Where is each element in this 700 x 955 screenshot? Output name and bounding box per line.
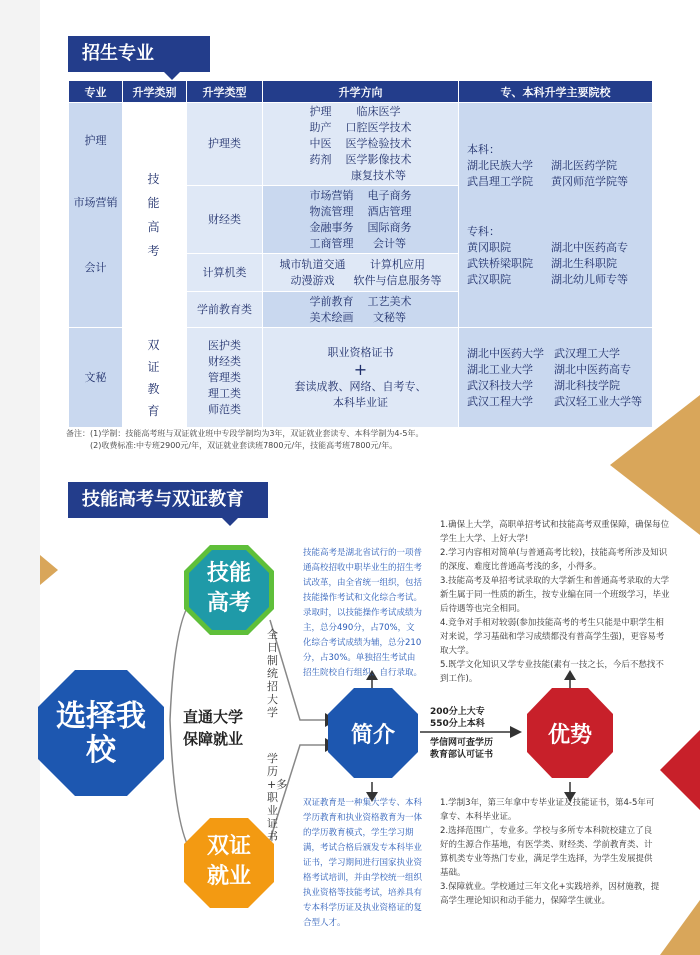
direction-item: 文秘等	[373, 310, 406, 324]
direction-item: 软件与信息服务等	[353, 273, 442, 287]
advantage-item: 4.竞争对手相对较弱(参加技能高考的考生只能是中职学生相对来说，学习基础和学习成绩都没有普高学生强)，更容易考取大学。	[440, 618, 665, 656]
advantage-item: 3.保障就业。学校通过三年文化+实践培养，因材施教，提高学生理论知识和动手能力，保障学生就业。	[440, 882, 660, 906]
direction-item: 医学检验技术	[345, 137, 412, 150]
school-item: 湖北中医药高专	[554, 362, 631, 376]
dual-cert-octagon	[184, 818, 274, 908]
school-item: 武汉科技大学	[467, 378, 533, 392]
arrow-text: 学信网可查学历	[430, 738, 494, 748]
advantage-item: 3.技能高考及单招考试录取的大学新生和普通高考录取的大学新生属于同一性质的新生，按专业编在同一个班级学习，毕业后待遇等也完全相同。	[440, 576, 670, 614]
direction-item: 中医	[309, 137, 332, 150]
dual-text: 双证	[206, 834, 251, 859]
direction-item: 医学影像技术	[345, 153, 412, 166]
arrow-text: 教育部认可证书	[430, 750, 494, 760]
direction-item: 美术绘画	[309, 310, 354, 324]
type-nursing: 护理类	[187, 103, 263, 186]
school-item: 湖北中医药高专	[551, 241, 628, 254]
direction-item: 市场营销	[309, 188, 354, 202]
arrow-text: 550分上本科	[430, 719, 485, 729]
direction-item: 动漫游戏	[290, 273, 335, 287]
direct-line: 直通大学	[183, 708, 244, 726]
direction-item: 物流管理	[309, 204, 354, 218]
dual-type-item: 医护类	[208, 338, 241, 352]
choose-school-text: 选择我校	[56, 699, 146, 768]
direction-item: 康复技术等	[351, 169, 406, 182]
dual-type-item: 财经类	[208, 354, 241, 368]
direction-item: 学前教育	[309, 294, 354, 308]
section-title-text: 招生专业	[82, 43, 154, 64]
major-nursing: 护理	[84, 134, 107, 147]
school-item: 武汉工程大学	[467, 394, 533, 408]
advantage-item: 2.选择范围广，专业多。学校与多所专本科院校建立了良好的生源合作基地，有医学类、财经类、学前教育类、计算机类专业等热门专业，满足学生选择，为学生发展提供基础。	[440, 826, 653, 878]
dual-type-item: 师范类	[208, 402, 241, 416]
school-item: 武汉职院	[467, 273, 511, 286]
category-char: 考	[147, 244, 162, 258]
header-direction: 升学方向	[263, 81, 459, 103]
type-finance: 财经类	[187, 186, 263, 254]
dual-text: 就业	[206, 864, 251, 889]
header-schools: 专、本科升学主要院校	[459, 81, 653, 103]
category-char: 育	[147, 403, 162, 418]
direction-item: 工商管理	[309, 236, 354, 250]
skill-text: 高考	[206, 591, 251, 616]
category-char: 教	[147, 381, 162, 396]
header-type: 升学类型	[187, 81, 263, 103]
direction-item: 金融事务	[309, 220, 354, 234]
school-item: 湖北工业大学	[467, 362, 533, 376]
plus-sign: +	[353, 359, 368, 379]
category-char: 双	[147, 337, 162, 352]
section-title-text: 技能高考与双证教育	[82, 489, 244, 510]
advantage-item: 1.学制3年，第三年拿中专毕业证及技能证书，第4-5年可拿专、本科毕业证。	[440, 798, 655, 822]
direction-item: 助产	[309, 121, 332, 134]
direct-admission-label	[183, 706, 243, 750]
dual-direction-line: 职业资格证书	[327, 345, 394, 359]
school-item: 湖北中医药大学	[467, 346, 544, 360]
arrow-top-text	[430, 706, 485, 730]
school-item: 湖北幼儿师专等	[551, 273, 628, 286]
school-item: 武汉理工大学	[554, 346, 620, 360]
school-item: 黄冈师范学院等	[551, 175, 628, 188]
category-char: 技	[147, 172, 162, 186]
arrow-bottom-text	[430, 737, 493, 761]
advantages-skill-list	[440, 518, 672, 686]
major-accounting: 会计	[84, 261, 107, 274]
school-item: 黄冈职院	[467, 241, 511, 254]
dual-cert-description: 双证教育是一种集大学专、本科学历教育和执业资格教育为一体的学历教育模式，学生学习期满，考试合格后颁发专本科毕业证书，学习期间进行国家执业资格考试培训，并由学校统一组织执业资格等技能考试，培养具有专本科学历证及执业资格证的复合型人才。	[303, 798, 423, 928]
direction-item: 会计等	[373, 236, 406, 250]
note-line: 备注：(1)学制：技能高考班与双证就业班中专段学制均为3年，双证就业套读专、本科学制为4-5年。	[66, 429, 424, 438]
intro-text: 简介	[350, 723, 395, 748]
direction-item: 电子商务	[367, 188, 412, 202]
vertical-label-top: 全日制统招大学	[267, 628, 278, 719]
school-item: 武昌理工学院	[467, 175, 533, 188]
direct-line: 保障就业	[183, 730, 244, 748]
direction-item: 国际商务	[367, 220, 412, 234]
header-category: 升学类别	[123, 81, 187, 103]
intro-octagon	[328, 688, 418, 778]
vertical-label-bottom: 学历+多职业证书	[267, 752, 288, 843]
note-line: (2)收费标准:中专班2900元/年，双证就业套读班7800元/年，技能高考班7800元/年。	[90, 441, 398, 450]
direction-item: 酒店管理	[367, 204, 412, 218]
direction-item: 城市轨道交通	[279, 257, 346, 271]
direction-item: 临床医学	[356, 105, 401, 118]
school-item: 湖北民族大学	[467, 159, 533, 172]
junior-label: 专科：	[467, 225, 500, 238]
direction-item: 口腔医学技术	[345, 121, 412, 134]
header-major: 专业	[69, 81, 123, 103]
advantages-dual-list	[440, 796, 660, 908]
dual-type-item: 管理类	[208, 370, 241, 384]
advantage-item: 2.学习内容相对简单(与普通高考比较)，技能高考所涉及知识的深度、难度比普通高考浅的多，小得多。	[440, 548, 668, 572]
undergrad-label: 本科：	[467, 143, 500, 156]
major-marketing: 市场营销	[73, 196, 118, 209]
school-item: 湖北医药学院	[551, 159, 617, 172]
school-item: 湖北科技学院	[554, 378, 620, 392]
school-item: 武铁桥梁职院	[467, 257, 533, 270]
category-char: 高	[147, 220, 162, 234]
dual-direction-line: 本科毕业证	[333, 395, 388, 409]
advantage-text: 优势	[547, 723, 592, 748]
arrow-text: 200分上大专	[430, 707, 485, 717]
skill-exam-description: 技能高考是湖北省试行的一项普通高校招收中职毕业生的招生考试改革，由全省统一组织，包括技能操作考试和文化综合考试。录取时，以技能操作考试成绩为主，总分490分，占70%，文化综合考试成绩为辅，总分210分，占30%。单独招生考试由招生院校自行组织、自行录取。	[303, 548, 423, 678]
type-preschool: 学前教育类	[187, 292, 263, 328]
skill-exam-octagon	[184, 545, 274, 635]
category-char: 证	[147, 359, 162, 374]
direction-item: 药剂	[309, 153, 332, 166]
school-item: 湖北生科职院	[551, 257, 617, 270]
advantage-item: 1.确保上大学，高职单招考试和技能高考双重保障，确保每位学生上大学、上好大学!	[440, 520, 670, 544]
skill-text: 技能	[206, 561, 251, 586]
major-secretary: 文秘	[69, 328, 123, 428]
dual-type-item: 理工类	[208, 386, 241, 400]
dual-direction-line: 套读成教、网络、自考专、	[294, 379, 427, 393]
choose-school-octagon	[38, 670, 164, 796]
advantage-octagon	[527, 688, 613, 778]
type-computer: 计算机类	[187, 254, 263, 292]
category-char: 能	[147, 196, 162, 210]
direction-item: 计算机应用	[370, 257, 425, 271]
direction-item: 工艺美术	[367, 294, 412, 308]
school-item: 武汉轻工业大学等	[554, 394, 642, 408]
advantage-item: 5.既学文化知识又学专业技能(素有一技之长，今后不愁找不到工作)。	[440, 660, 664, 684]
direction-item: 护理	[309, 105, 332, 118]
